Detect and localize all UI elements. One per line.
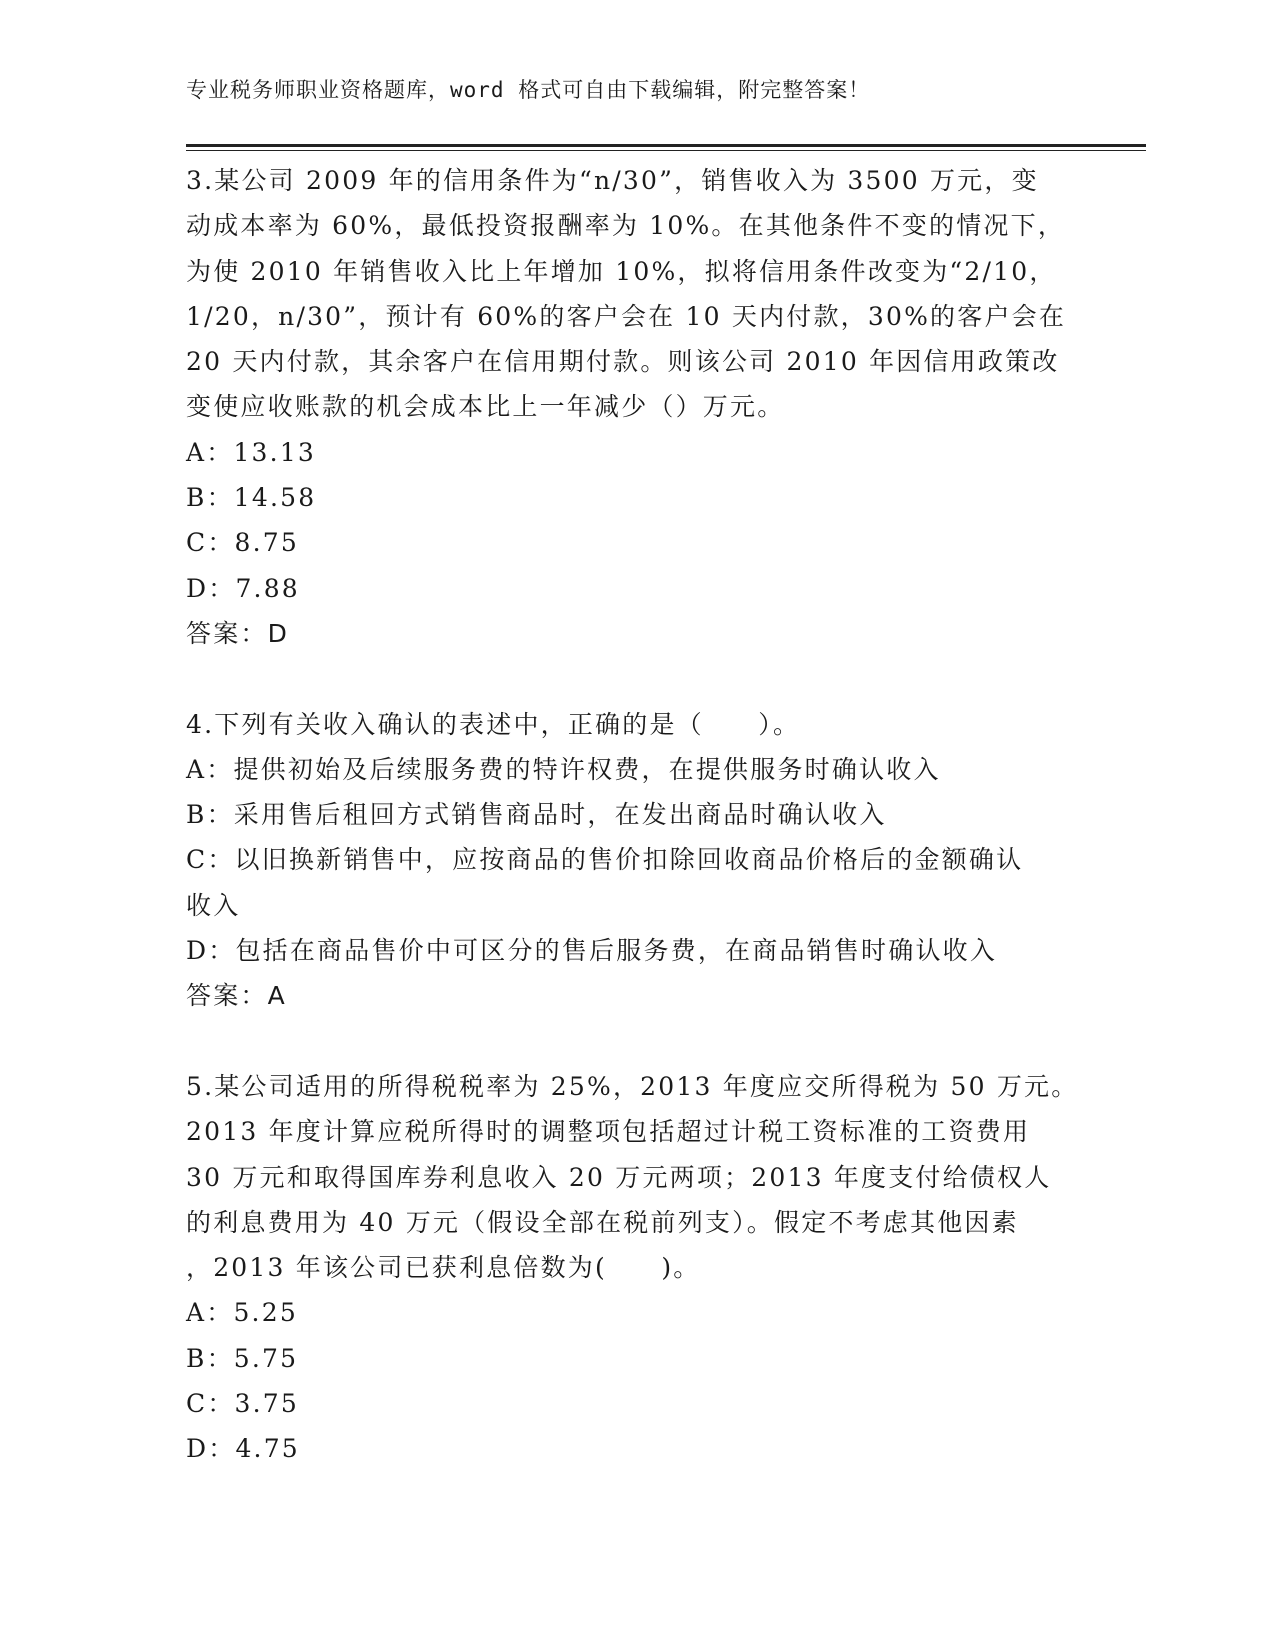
question-text-line: 变使应收账款的机会成本比上一年减少（）万元。 (186, 392, 785, 422)
option-a: A：5.25 (186, 1298, 298, 1328)
option-d: D：包括在商品售价中可区分的售后服务费，在商品销售时确认收入 (186, 936, 998, 966)
option-c: C：3.75 (186, 1389, 299, 1419)
question-text-line: 为使 2010 年销售收入比上年增加 10%，拟将信用条件改变为“2/10， (186, 256, 1057, 286)
question-text-line: 的利息费用为 40 万元（假设全部在税前列支）。假定不考虑其他因素 (186, 1207, 1019, 1237)
question-4 (186, 702, 1086, 1019)
question-text-line: 30 万元和取得国库券利息收入 20 万元两项；2013 年度支付给债权人 (186, 1162, 1052, 1192)
question-3 (186, 158, 1086, 656)
question-text-line: 动成本率为 60%，最低投资报酬率为 10%。在其他条件不变的情况下， (186, 211, 1066, 241)
option-c: C：8.75 (186, 528, 299, 558)
question-text-line: 2013 年度计算应税所得时的调整项包括超过计税工资标准的工资费用 (186, 1117, 1031, 1147)
question-text-line: 4.下列有关收入确认的表述中，正确的是（ ）。 (186, 709, 801, 739)
header-rule-thick (186, 144, 1146, 147)
option-b: B：14.58 (186, 483, 317, 513)
option-d: D：7.88 (186, 573, 300, 603)
question-content (186, 158, 1086, 1472)
header-rule-thin (186, 150, 1146, 151)
answer-label: 答案：A (186, 981, 287, 1011)
option-c-continued: 收入 (186, 890, 241, 920)
question-5 (186, 1064, 1086, 1472)
question-text-line: 3.某公司 2009 年的信用条件为“n/30”，销售收入为 3500 万元，变 (186, 166, 1039, 195)
question-text-line: 5.某公司适用的所得税税率为 25%，2013 年度应交所得税为 50 万元。 (186, 1071, 1079, 1101)
question-text-line: 1/20，n/30”，预计有 60%的客户会在 10 天内付款，30%的客户会在 (186, 301, 1067, 331)
question-text-line: 20 天内付款，其余客户在信用期付款。则该公司 2010 年因信用政策改 (186, 347, 1060, 377)
question-text-line: ，2013 年该公司已获利息倍数为( )。 (186, 1253, 701, 1283)
option-c: C：以旧换新销售中，应按商品的售价扣除回收商品价格后的金额确认 (186, 845, 1024, 875)
page-header: 专业税务师职业资格题库，word 格式可自由下载编辑，附完整答案！ (186, 78, 871, 102)
option-b: B：采用售后租回方式销售商品时，在发出商品时确认收入 (186, 800, 887, 830)
spacer (186, 656, 1086, 701)
answer-label: 答案：D (186, 618, 290, 648)
spacer (186, 1019, 1086, 1064)
option-a: A：13.13 (186, 437, 317, 467)
option-b: B：5.75 (186, 1343, 299, 1373)
option-a: A：提供初始及后续服务费的特许权费，在提供服务时确认收入 (186, 754, 941, 784)
option-d: D：4.75 (186, 1434, 300, 1464)
